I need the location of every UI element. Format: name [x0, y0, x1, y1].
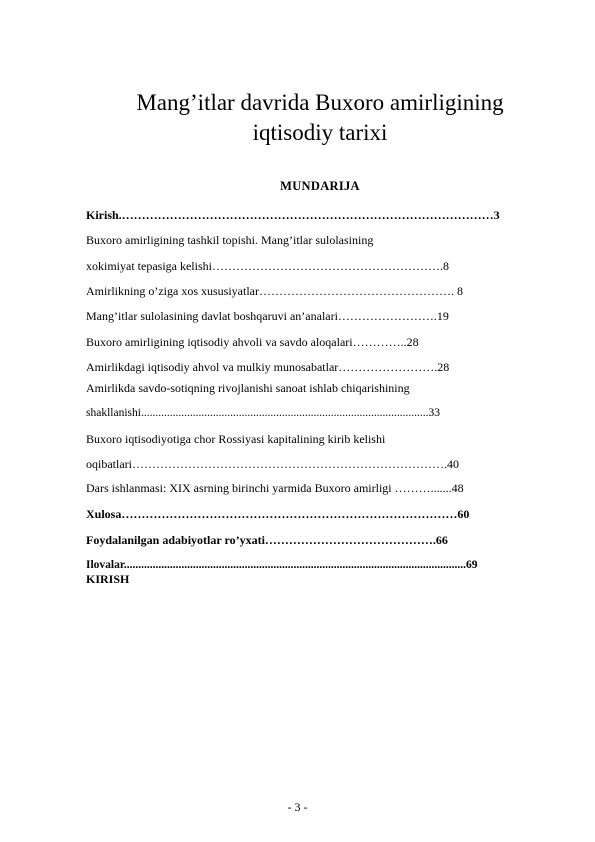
toc-entry-text: Buxoro amirligining tashkil topishi. Mang’itlar sulolasining [86, 233, 374, 247]
toc-entry-text: xokimiyat tepasiga kelishi………………………………………………….8 [86, 259, 449, 273]
toc-entry-text: shakllanishi....................................................................................................33 [86, 407, 440, 419]
toc-entry-text: Buxoro iqtisodiyotiga chor Rossiyasi kapitalining kirib kelishi [86, 432, 386, 446]
toc-entry-ilovalar: Ilovalar.......................................................................................................................69 [86, 559, 478, 571]
toc-entry-text: Amirlikda savdo-sotiqning rivojlanishi sanoat ishlab chiqarishining [86, 381, 410, 395]
toc-heading: MUNDARIJA [280, 179, 360, 193]
toc-entry-adabiyotlar: Foydalanilgan adabiyotlar ro’yxati…………………………………….66 [86, 533, 448, 547]
toc-entry-text: Amirlikdagi iqtisodiy ahvol va mulkiy munosabatlar…………………….28 [86, 360, 450, 374]
toc-entry-kirish: Kirish.…………………………………………………………………………………3 [86, 208, 500, 222]
document-title-line-1: Mang’itlar davrida Buxoro amirligining [136, 90, 504, 115]
section-heading-kirish: KIRISH [86, 572, 130, 586]
toc-entry-text: Buxoro amirligining iqtisodiy ahvoli va savdo aloqalari…………..28 [86, 335, 419, 349]
toc-entry-text: Dars ishlanmasi: XIX asrning birinchi yarmida Buxoro amirligi ……….......48 [86, 481, 464, 495]
toc-entry-text: oqibatlari…………………………………………………………………….40 [86, 457, 459, 471]
document-title-line-2: iqtisodiy tarixi [252, 120, 388, 145]
toc-entry-xulosa: Xulosa…………………………………………………………………………60 [86, 507, 470, 521]
toc-entry-text: Amirlikning o’ziga xos xususiyatlar…………………………………………. 8 [86, 284, 463, 298]
page-number: - 3 - [287, 800, 308, 814]
toc-entry-text: Mang’itlar sulolasining davlat boshqaruvi an’analari…………………….19 [86, 309, 449, 323]
